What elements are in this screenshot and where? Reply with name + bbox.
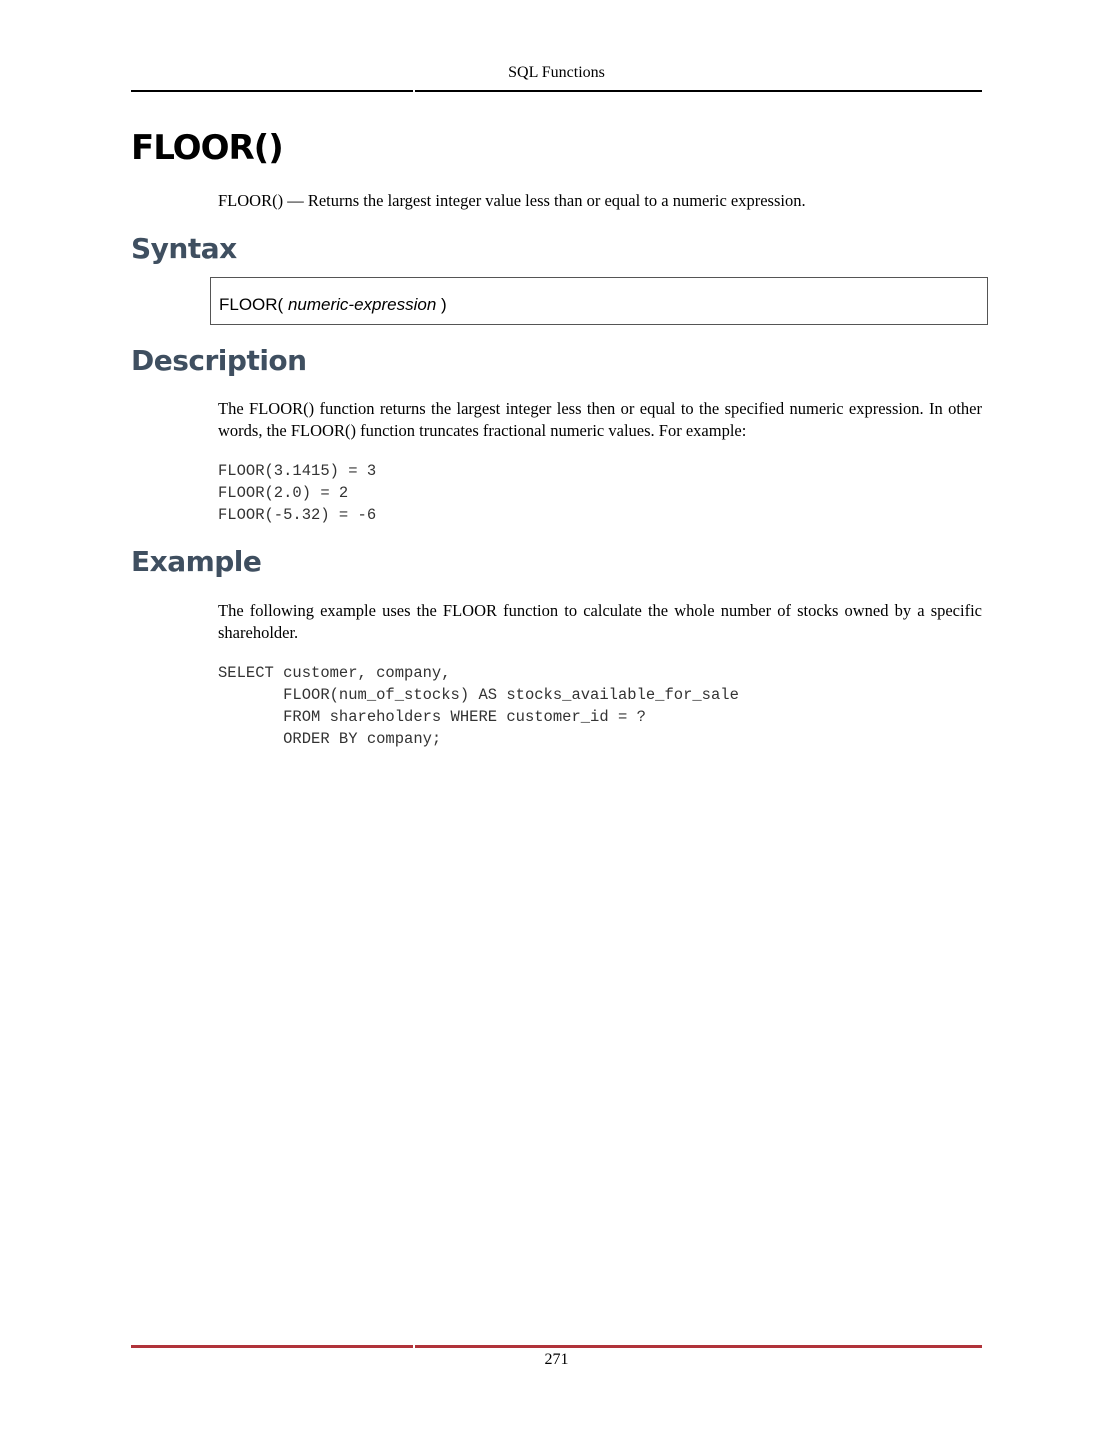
footer-rule (131, 1345, 982, 1348)
syntax-close: ) (441, 295, 447, 314)
description-heading: Description (131, 344, 307, 377)
page-number: 271 (544, 1351, 569, 1368)
header-rule (131, 90, 982, 92)
example-code: SELECT customer, company, FLOOR(num_of_stocks) AS stocks_available_for_sale FROM shareholders WHERE customer_id = ? ORDER BY company; (218, 664, 739, 748)
page-title: FLOOR() (131, 128, 283, 168)
running-header: SQL Functions (508, 64, 605, 81)
syntax-func: FLOOR( (219, 295, 284, 314)
rule-gap (413, 90, 415, 92)
rule-gap (413, 1345, 415, 1348)
syntax-arg: numeric-expression (287, 295, 437, 314)
syntax-box (210, 277, 988, 325)
description-code: FLOOR(3.1415) = 3 FLOOR(2.0) = 2 FLOOR(-5.32) = -6 (218, 462, 377, 524)
summary: FLOOR() — Returns the largest integer value less than or equal to a numeric expression. (218, 191, 806, 210)
example-text: The following example uses the FLOOR function to calculate the whole number of stocks owned by a specific shareholder. (218, 601, 982, 642)
description-text: The FLOOR() function returns the largest integer less then or equal to the specified numeric expression. In other words, the FLOOR() function truncates fractional numeric values. For example: (218, 399, 982, 440)
example-heading: Example (131, 545, 262, 578)
syntax-heading: Syntax (131, 232, 237, 265)
